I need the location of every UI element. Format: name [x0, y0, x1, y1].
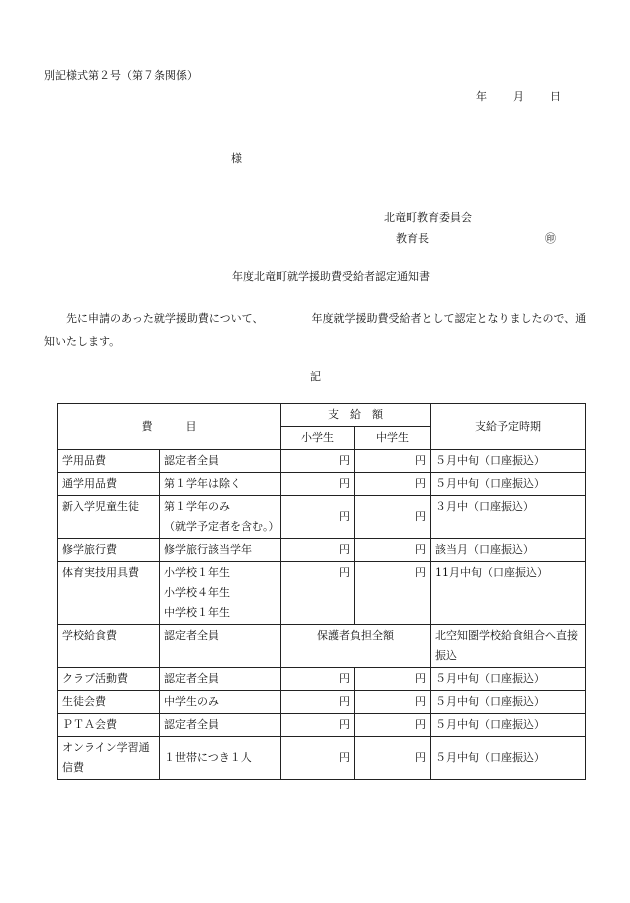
notice-body — [44, 307, 589, 353]
row-junior-yen: 円 — [355, 714, 431, 737]
row-junior-yen: 円 — [355, 473, 431, 496]
header-amount: 支 給 額 — [281, 404, 431, 427]
row-target-line: 中学校１年生 — [164, 606, 230, 619]
row-target: 認定者全員 — [160, 450, 281, 473]
addressee-suffix: 様 — [231, 152, 242, 165]
row-item: 通学用品費 — [58, 473, 160, 496]
row-target: １世帯につき１人 — [160, 737, 281, 780]
table-row — [58, 473, 586, 496]
date-month-label: 月 — [513, 90, 524, 103]
row-item: 新入学児童生徒 — [58, 496, 160, 539]
ki-heading: 記 — [310, 370, 321, 383]
row-target: 認定者全員 — [160, 714, 281, 737]
subsidy-table — [57, 403, 586, 780]
row-junior-yen: 円 — [355, 562, 431, 625]
row-item: オンライン学習通信費 — [58, 737, 160, 780]
row-target-line: （就学予定者を含む。） — [164, 520, 280, 533]
row-target: 中学生のみ — [160, 691, 281, 714]
row-target: 認定者全員 — [160, 625, 281, 668]
row-schedule: ５月中旬（口座振込） — [431, 714, 586, 737]
row-target-line: 小学校１年生 — [164, 566, 230, 579]
row-elementary-yen: 円 — [281, 562, 355, 625]
row-target: 認定者全員 — [160, 668, 281, 691]
row-target — [160, 496, 281, 539]
row-schedule: ５月中旬（口座振込） — [431, 450, 586, 473]
header-schedule: 支給予定時期 — [431, 404, 586, 450]
notice-body-part1: 先に申請のあった就学援助費について、 — [66, 312, 264, 325]
row-schedule: ３月中（口座振込） — [431, 496, 586, 539]
row-schedule: ５月中旬（口座振込） — [431, 737, 586, 780]
row-schedule: ５月中旬（口座振込） — [431, 473, 586, 496]
document-title: 年度北竜町就学援助費受給者認定通知書 — [232, 270, 430, 283]
row-target-line: 小学校４年生 — [164, 586, 230, 599]
table-header-row — [58, 404, 586, 427]
form-number: 別記様式第２号（第７条関係） — [44, 69, 198, 82]
row-junior-yen: 円 — [355, 668, 431, 691]
header-elementary: 小学生 — [281, 427, 355, 450]
row-item: 学校給食費 — [58, 625, 160, 668]
row-item: 修学旅行費 — [58, 539, 160, 562]
row-item: 生徒会費 — [58, 691, 160, 714]
row-elementary-yen: 円 — [281, 691, 355, 714]
row-elementary-yen: 円 — [281, 473, 355, 496]
table-row — [58, 562, 586, 625]
row-item: 体育実技用具費 — [58, 562, 160, 625]
table-row — [58, 668, 586, 691]
row-elementary-yen: 円 — [281, 539, 355, 562]
table-row — [58, 539, 586, 562]
table-row — [58, 496, 586, 539]
header-junior: 中学生 — [355, 427, 431, 450]
row-elementary-yen: 円 — [281, 737, 355, 780]
table-row — [58, 737, 586, 780]
row-elementary-yen: 円 — [281, 714, 355, 737]
row-junior-yen: 円 — [355, 496, 431, 539]
table-row — [58, 625, 586, 668]
row-elementary-yen: 円 — [281, 496, 355, 539]
row-junior-yen: 円 — [355, 737, 431, 780]
issuer-organization: 北竜町教育委員会 — [384, 211, 472, 224]
row-elementary-yen: 円 — [281, 668, 355, 691]
row-item: クラブ活動費 — [58, 668, 160, 691]
row-junior-yen: 円 — [355, 691, 431, 714]
row-schedule: ５月中旬（口座振込） — [431, 668, 586, 691]
row-item: 学用品費 — [58, 450, 160, 473]
row-elementary-yen: 円 — [281, 450, 355, 473]
row-schedule: 北空知圏学校給食組合へ直接振込 — [431, 625, 586, 668]
table-row — [58, 691, 586, 714]
date-year-label: 年 — [476, 90, 487, 103]
seal-mark: ㊞ — [545, 232, 556, 245]
issuer-title: 教育長 — [396, 232, 429, 245]
row-schedule: 11月中旬（口座振込） — [431, 562, 586, 625]
notice-body-part2: 年度就学援助費受給者として認定となりましたので、通知いたします。 — [44, 312, 587, 348]
table-row — [58, 450, 586, 473]
row-junior-yen: 円 — [355, 450, 431, 473]
row-target — [160, 562, 281, 625]
table-row — [58, 714, 586, 737]
header-item: 費 目 — [58, 404, 281, 450]
date-line — [476, 88, 561, 104]
row-target: 第１学年は除く — [160, 473, 281, 496]
row-schedule: ５月中旬（口座振込） — [431, 691, 586, 714]
date-day-label: 日 — [550, 90, 561, 103]
row-item: ＰＴＡ会費 — [58, 714, 160, 737]
row-target: 修学旅行該当学年 — [160, 539, 281, 562]
row-target-line: 第１学年のみ — [164, 500, 230, 513]
row-schedule: 該当月（口座振込） — [431, 539, 586, 562]
row-junior-yen: 円 — [355, 539, 431, 562]
row-amount-note: 保護者負担全額 — [281, 625, 431, 668]
